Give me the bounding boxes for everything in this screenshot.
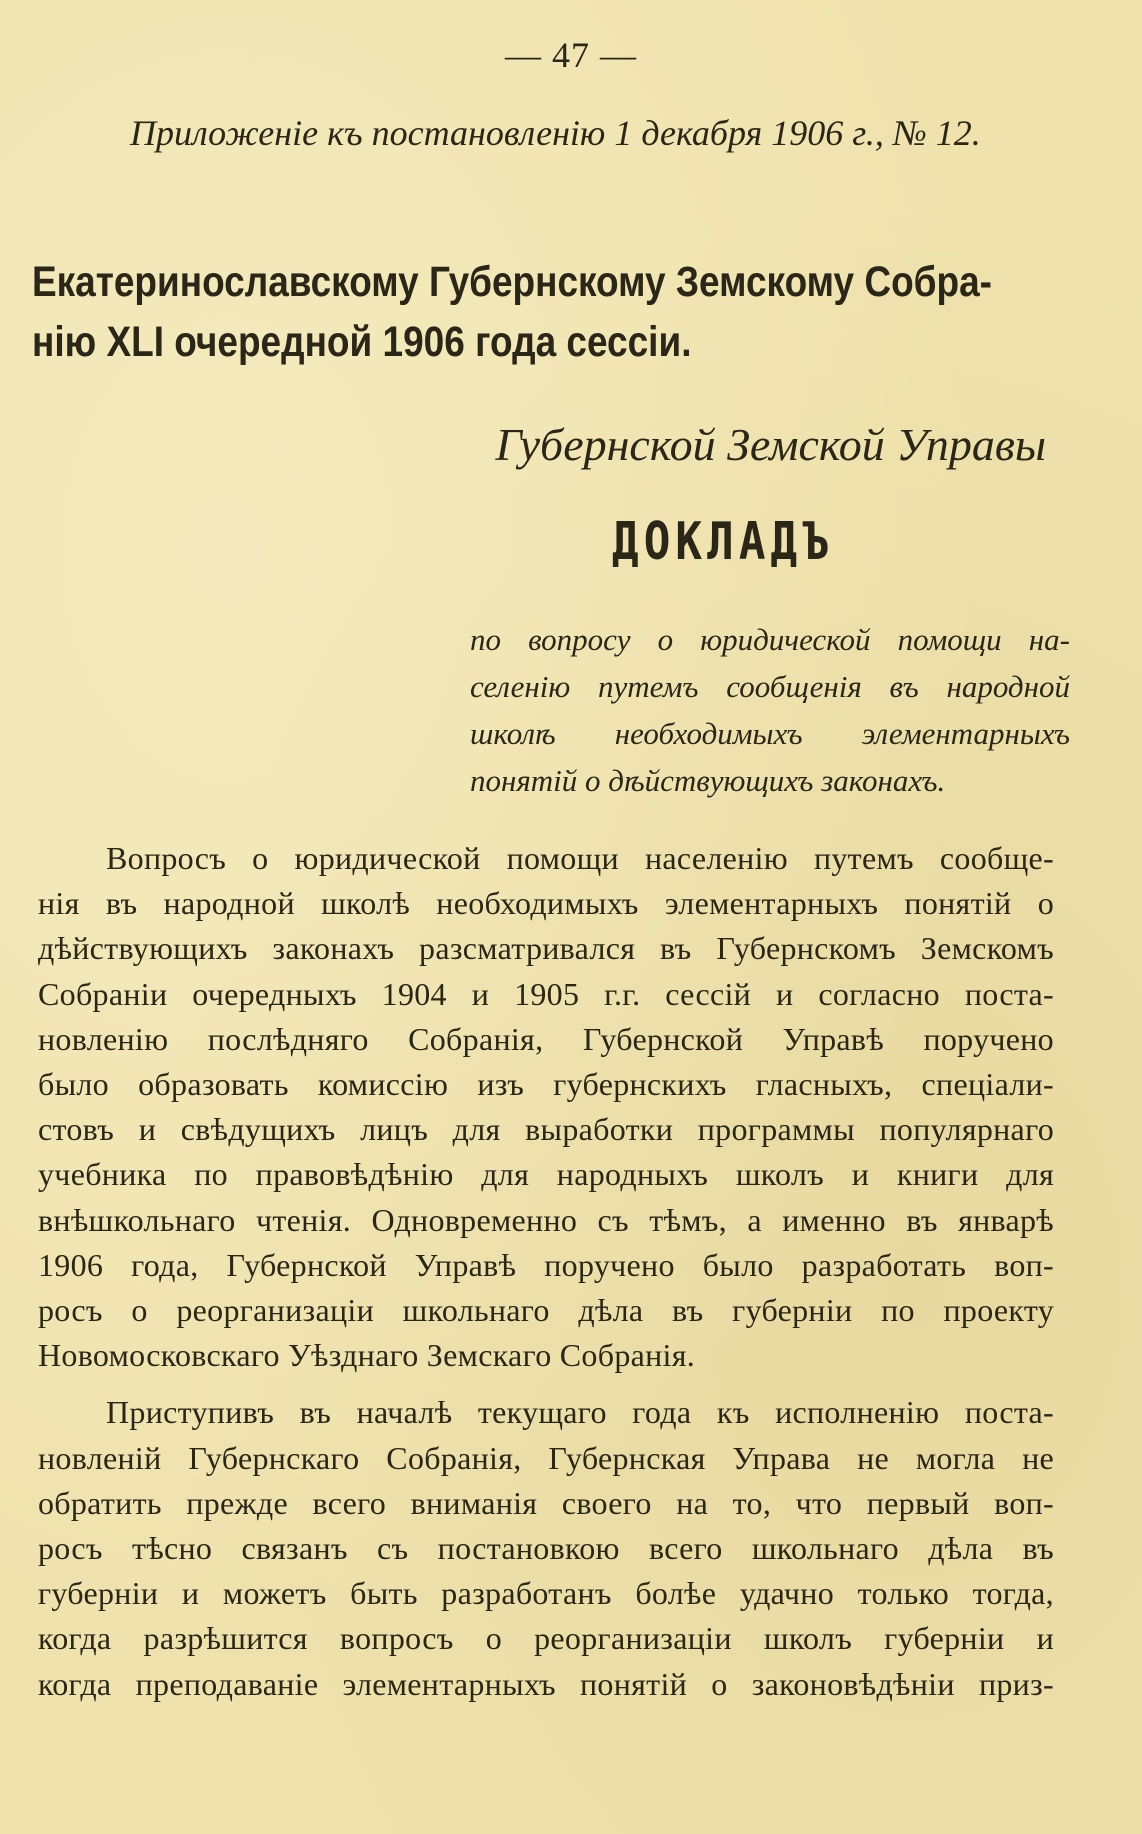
text-line: когда преподаваніе элементарныхъ понятій о законовѣдѣніи приз-	[38, 1665, 1054, 1702]
text-line: Новомосковскаго Уѣзднаго Земскаго Собранія.	[38, 1337, 696, 1374]
text-line: новленію послѣдняго Собранія, Губернской Управѣ поручено	[38, 1020, 1054, 1057]
board-name: Губернской Земской Управы	[495, 419, 1046, 470]
text-line: росъ о реорганизаціи школьнаго дѣла въ губерніи по проекту	[38, 1292, 1054, 1329]
text-line: 1906 года, Губернской Управѣ поручено было разработать воп-	[38, 1246, 1054, 1283]
paragraph-2	[38, 1390, 1054, 1706]
text-line: Собраніи очередныхъ 1904 и 1905 г.г. сессій и согласно поста-	[38, 975, 1054, 1012]
body-text	[38, 836, 1054, 1707]
addressee-heading	[32, 252, 992, 372]
subject-line: по вопросу о юридической помощи на-	[470, 622, 1070, 657]
text-line: было образовать комиссію изъ губернскихъ гласныхъ, спеціали-	[38, 1066, 1054, 1103]
paragraph-1	[38, 836, 1054, 1378]
subject-line: школѣ необходимыхъ элементарныхъ	[470, 716, 1070, 751]
text-line: когда разрѣшится вопросъ о реорганизаціи школъ губерніи и	[38, 1620, 1054, 1657]
report-title: ДОКЛАДЪ	[612, 512, 834, 572]
text-line: новленій Губернскаго Собранія, Губернская Управа не могла не	[38, 1439, 1054, 1476]
text-line: нія въ народной школѣ необходимыхъ элементарныхъ понятій о	[38, 885, 1054, 922]
addressee-line: нію XLI очередной 1906 года сессіи.	[32, 318, 692, 366]
text-line: Вопросъ о юридической помощи населенію путемъ сообще-	[106, 840, 1054, 876]
report-subject	[470, 616, 1070, 804]
paragraph-gap	[38, 1378, 1054, 1390]
text-line: обратить прежде всего вниманія своего на то, что первый воп-	[38, 1484, 1054, 1521]
text-line: дѣйствующихъ законахъ разсматривался въ Губернскомъ Земскомъ	[38, 930, 1054, 967]
text-line: росъ тѣсно связанъ съ постановкою всего школьнаго дѣла въ	[38, 1530, 1054, 1567]
addressee-line: Екатеринославскому Губернскому Земскому Собра-	[32, 258, 992, 306]
text-line: губерніи и можетъ быть разработанъ болѣе удачно только тогда,	[38, 1575, 1054, 1612]
text-line: внѣшкольнаго чтенія. Одновременно съ тѣмъ, а именно въ январѣ	[38, 1201, 1054, 1238]
subject-line: селенію путемъ сообщенія въ народной	[470, 669, 1070, 704]
subject-line: понятій о дѣйствующихъ законахъ.	[470, 763, 946, 798]
text-line: учебника по правовѣдѣнію для народныхъ школъ и книги для	[38, 1156, 1054, 1193]
text-line: стовъ и свѣдущихъ лицъ для выработки программы популярнаго	[38, 1111, 1054, 1148]
page-number: — 47 —	[505, 35, 637, 75]
text-line: Приступивъ въ началѣ текущаго года къ исполненію поста-	[106, 1394, 1054, 1431]
appendix-heading: Приложеніе къ постановленію 1 декабря 1906 г., № 12.	[130, 113, 981, 153]
